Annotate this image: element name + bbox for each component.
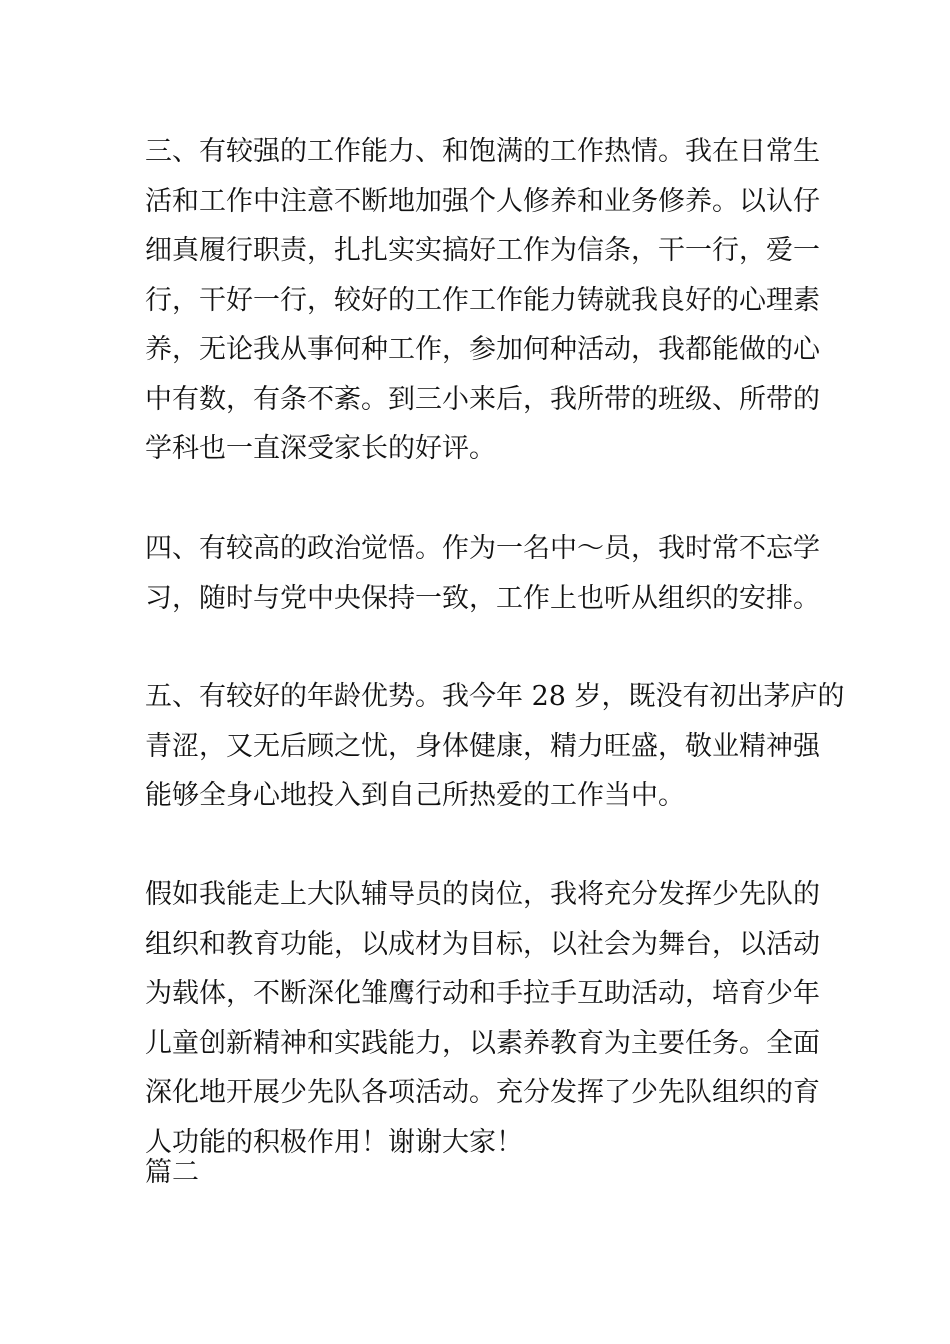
text-line: 深化地开展少先队各项活动。充分发挥了少先队组织的育 <box>145 1077 820 1108</box>
text-line: 组织和教育功能，以成材为目标，以社会为舞台，以活动 <box>145 928 820 960</box>
text-line: 活和工作中注意不断地加强个人修养和业务修养。以认仔 <box>145 185 820 217</box>
text-line: 养，无论我从事何种工作，参加何种活动，我都能做的心 <box>145 334 820 365</box>
section-heading-text: 篇二 <box>145 1157 199 1188</box>
text-line: 中有数，有条不紊。到三小来后，我所带的班级、所带的 <box>145 383 820 415</box>
text-line: 能够全身心地投入到自己所热爱的工作当中。 <box>145 780 685 811</box>
text-line: 三、有较强的工作能力、和饱满的工作热情。我在日常生 <box>145 136 820 167</box>
section-heading <box>145 1148 815 1198</box>
paragraph-age <box>145 672 845 821</box>
text-line: 五、有较好的年龄优势。我今年 28 岁，既没有初出茅庐的 <box>145 681 845 712</box>
text-line: 儿童创新精神和实践能力，以素养教育为主要任务。全面 <box>145 1027 820 1059</box>
text-line: 假如我能走上大队辅导员的岗位，我将充分发挥少先队的 <box>145 879 820 910</box>
text-line: 四、有较高的政治觉悟。作为一名中～员，我时常不忘学 <box>145 533 820 564</box>
text-line: 为载体，不断深化雏鹰行动和手拉手互助活动，培育少年 <box>145 978 820 1009</box>
text-line: 细真履行职责，扎扎实实搞好工作为信条，干一行，爱一 <box>145 235 820 266</box>
text-line: 学科也一直深受家长的好评。 <box>145 433 496 464</box>
text-line: 人功能的积极作用！谢谢大家！ <box>145 1126 523 1158</box>
text-line: 习，随时与党中央保持一致，工作上也听从组织的安排。 <box>145 582 820 614</box>
text-line: 青涩，又无后顾之忧，身体健康，精力旺盛，敬业精神强 <box>145 730 820 762</box>
paragraph-political <box>145 524 820 623</box>
paragraph-ability <box>145 127 820 474</box>
text-line: 行，干好一行，较好的工作工作能力铸就我良好的心理素 <box>145 284 820 316</box>
paragraph-plan <box>145 870 820 1167</box>
